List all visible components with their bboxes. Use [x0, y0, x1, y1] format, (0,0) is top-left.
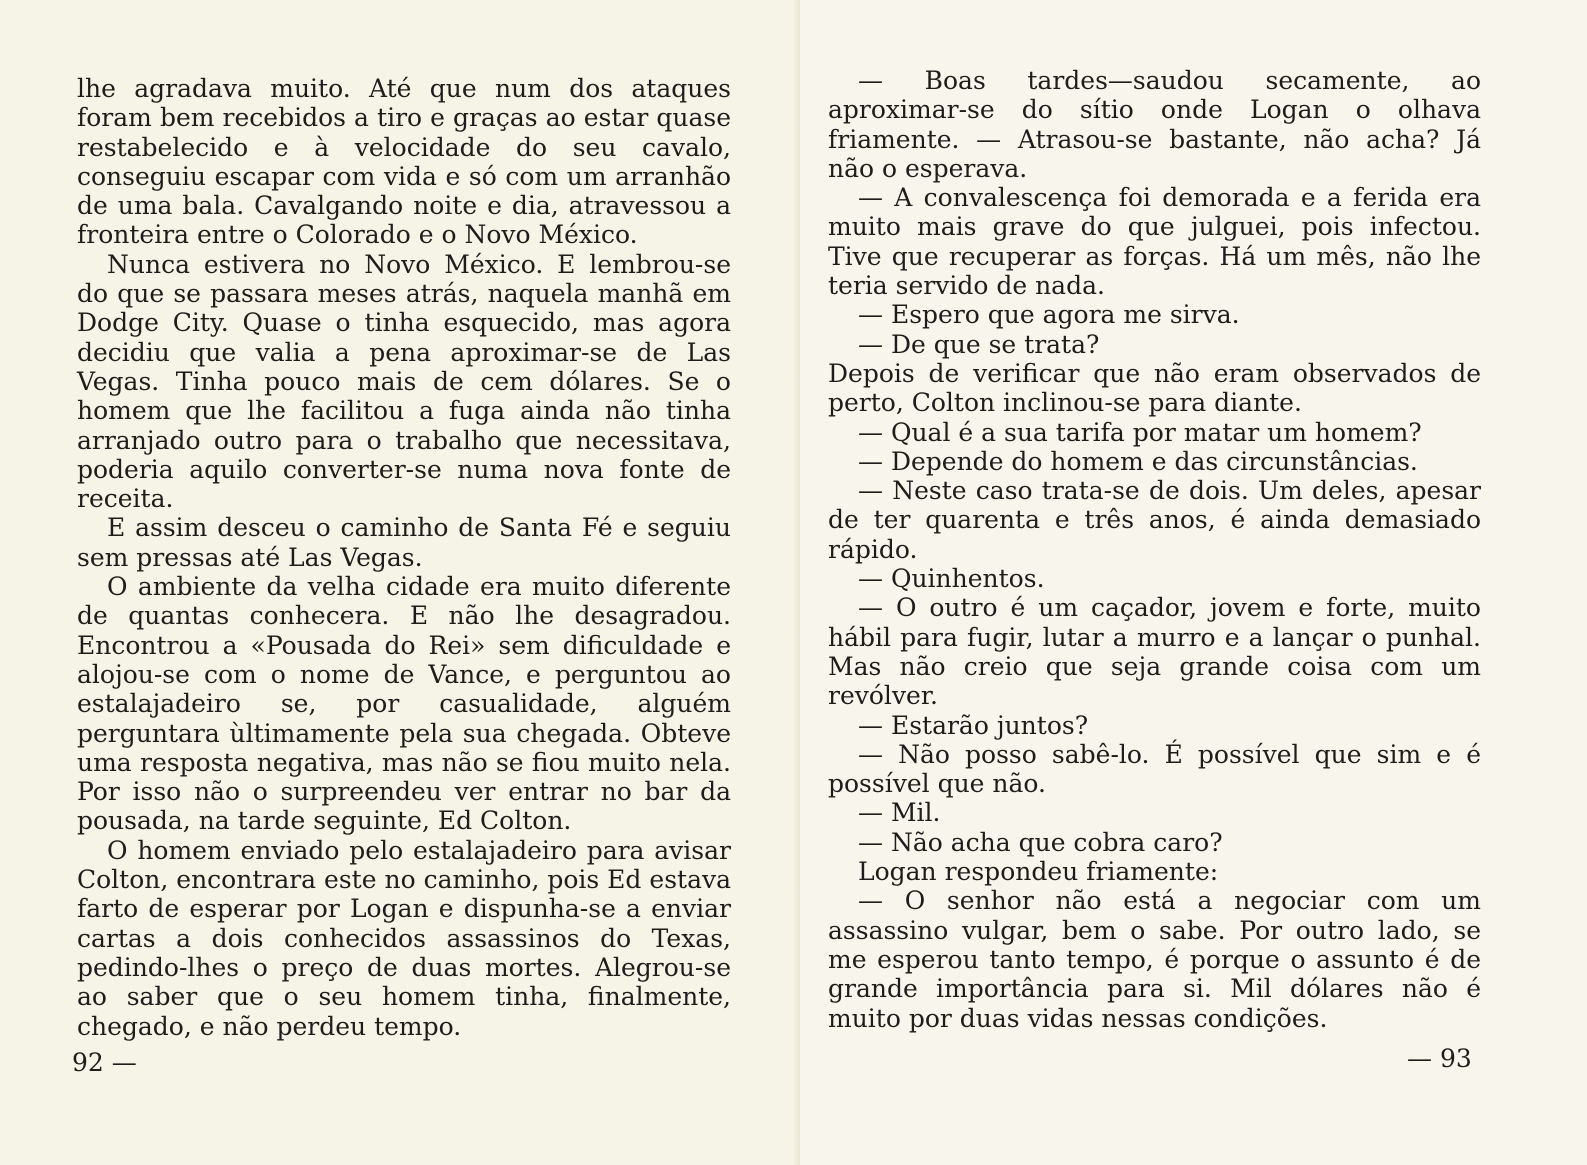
paragraph: — Não acha que cobra caro?	[858, 827, 1223, 857]
paragraph: — Mil.	[858, 798, 941, 828]
paragraph: — O senhor não está a negociar com um assassino vulgar, bem o sabe. Por outro lado, se me esperou tanto tempo, é porque o assunto é de grande importância para si. Mil dólares não é muito por duas vidas nessas condições.	[828, 886, 1481, 1033]
paragraph: — O outro é um caçador, jovem e forte, muito hábil para fugir, lutar a murro e a lançar o punhal. Mas não creio que seja grande coisa com um revólver.	[828, 593, 1481, 711]
paragraph: — Neste caso trata-se de dois. Um deles, apesar de ter quarenta e três anos, é ainda demasiado rápido.	[828, 476, 1481, 564]
paragraph: — Espero que agora me sirva.	[858, 300, 1240, 330]
right-page	[800, 0, 1587, 1165]
right-page-text	[828, 66, 1481, 1033]
paragraph: O ambiente da velha cidade era muito diferente de quantas conhecera. E não lhe desagradou. Encontrou a «Pousada do Rei» sem dificuldade e alojou-se com o nome de Vance, e perguntou ao estalajadeiro se, por casualidade, alguém perguntara ùltimamente pela sua chegada. Obteve uma resposta negativa, mas não se fiou muito nela. Por isso não o surpreendeu ver entrar no bar da pousada, na tarde seguinte, Ed Colton.	[77, 572, 731, 836]
left-page-text	[77, 74, 731, 1041]
paragraph: — Depende do homem e das circunstâncias.	[858, 446, 1418, 476]
paragraph: E assim desceu o caminho de Santa Fé e seguiu sem pressas até Las Vegas.	[77, 513, 731, 572]
paragraph: Nunca estivera no Novo México. E lembrou-se do que se passara meses atrás, naquela manhã em Dodge City. Quase o tinha esquecido, mas agora decidiu que valia a pena aproximar-se de Las Vegas. Tinha pouco mais de cem dólares. Se o homem que lhe facilitou a fuga ainda não tinha arranjado outro para o trabalho que necessitava, poderia aquilo converter-se numa nova fonte de receita.	[77, 249, 731, 514]
paragraph: lhe agradava muito. Até que num dos ataques foram bem recebidos a tiro e graças ao estar quase restabelecido e à velocidade do seu cavalo, conseguiu escapar com vida e só com um arranhão de uma bala. Cavalgando noite e dia, atravessou a fronteira entre o Colorado e o Novo México.	[77, 74, 731, 250]
paragraph: — Boas tardes—saudou secamente, ao aproximar-se do sítio onde Logan o olhava friamente. — Atrasou-se bastante, não acha? Já não o esperava.	[828, 66, 1481, 183]
paragraph: — Quinhentos.	[858, 564, 1045, 594]
paragraph: O homem enviado pelo estalajadeiro para avisar Colton, encontrara este no caminho, pois Ed estava farto de esperar por Logan e dispunha-se a enviar cartas a dois conhecidos assassinos do Texas, pedindo-lhes o preço de duas mortes. Alegrou-se ao saber que o seu homem tinha, finalmente, chegado, e não perdeu tempo.	[77, 835, 731, 1041]
paragraph: Depois de verificar que não eram observados de perto, Colton inclinou-se para diante.	[828, 358, 1481, 418]
page-number-right: — 93	[1407, 1044, 1472, 1073]
page-number-left: 92 —	[72, 1048, 137, 1077]
paragraph: — De que se trata?	[858, 329, 1100, 359]
paragraph: — Não posso sabê-lo. É possível que sim e é possível que não.	[828, 739, 1481, 799]
paragraph: — A convalescença foi demorada e a ferida era muito mais grave do que julguei, pois infectou. Tive que recuperar as forças. Há um mês, não lhe teria servido de nada.	[828, 183, 1481, 301]
paragraph: Logan respondeu friamente:	[858, 857, 1219, 887]
paragraph: — Estarão juntos?	[858, 710, 1089, 740]
paragraph: — Qual é a sua tarifa por matar um homem?	[858, 417, 1422, 447]
